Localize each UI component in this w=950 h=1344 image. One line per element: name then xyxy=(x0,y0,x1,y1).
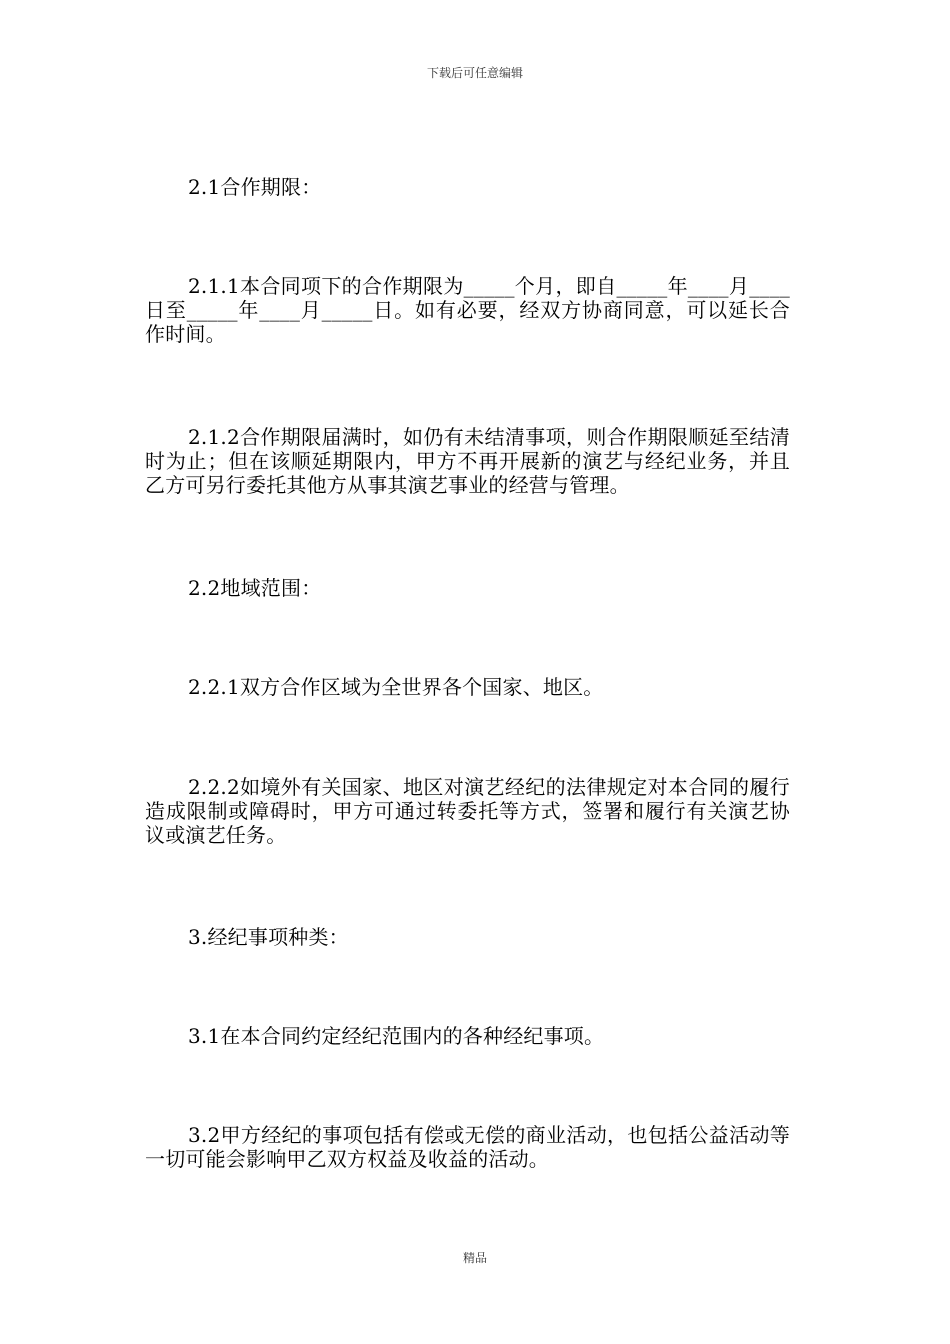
clause-3-2: 3.2甲方经纪的事项包括有偿或无偿的商业活动，也包括公益活动等一切可能会影响甲乙双方权益及收益的活动。 xyxy=(145,1123,790,1171)
section-2-2-heading: 2.2地域范围： xyxy=(188,576,322,600)
page-header: 下载后可任意编辑 xyxy=(426,66,523,80)
clause-2-2-1: 2.2.1双方合作区域为全世界各个国家、地区。 xyxy=(188,675,604,699)
clause-2-2-2: 2.2.2如境外有关国家、地区对演艺经纪的法律规定对本合同的履行造成限制或障碍时，甲方可通过转委托等方式，签署和履行有关演艺协议或演艺任务。 xyxy=(145,775,790,847)
clause-2-1-2: 2.1.2合作期限届满时，如仍有未结清事项，则合作期限顺延至结清时为止；但在该顺延期限内，甲方不再开展新的演艺与经纪业务，并且乙方可另行委托其他方从事其演艺事业的经营与管理。 xyxy=(145,425,790,497)
section-2-1-heading: 2.1合作期限： xyxy=(188,175,322,199)
clause-2-1-1: 2.1.1本合同项下的合作期限为_____个月，即自_____年____月____日至_____年____月_____日。如有必要，经双方协商同意，可以延长合作时间。 xyxy=(145,274,790,346)
page-footer: 精品 xyxy=(462,1251,487,1265)
clause-3-1: 3.1在本合同约定经纪范围内的各种经纪事项。 xyxy=(188,1024,605,1048)
section-3-heading: 3.经纪事项种类： xyxy=(188,925,349,949)
